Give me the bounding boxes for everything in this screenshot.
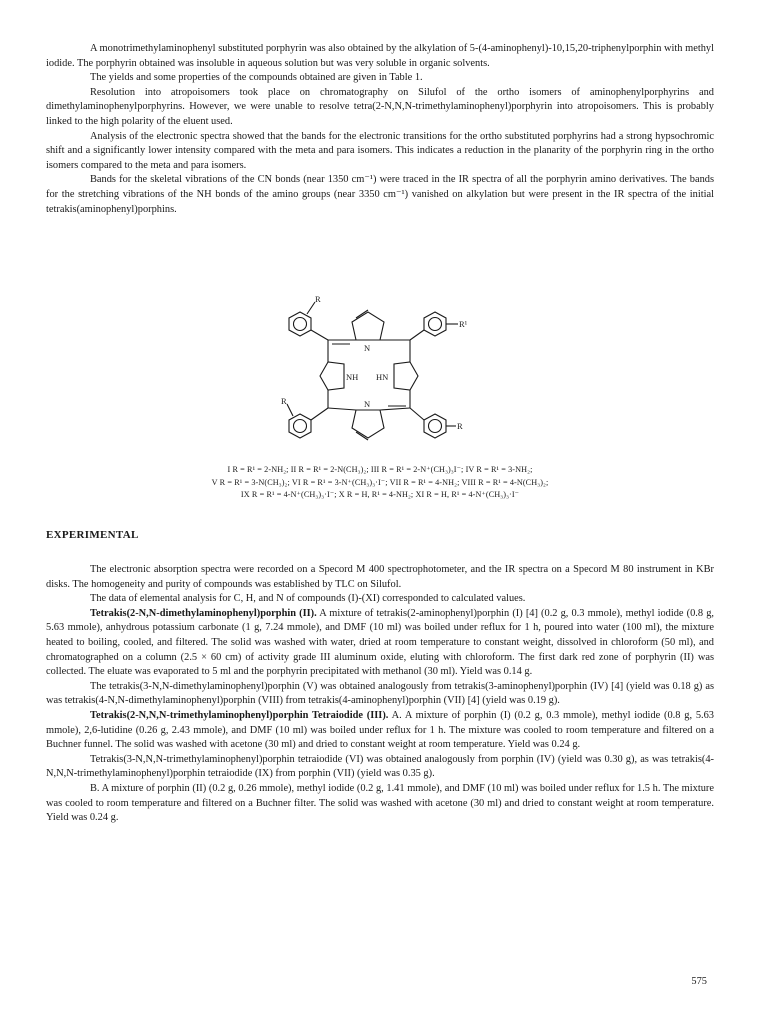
paragraph-text: A mixture of tetrakis(2-aminophenyl)porphin (I) [4] (0.2 g, 0.3 mmole), methyl iodide (0.8 g, 5.63 mmole), anhydrous potassium carbonate (1 g, 7.24 mmole), and DMF (10 ml) was boiled under reflux for 1 h, poured into water (100 ml), the mixture heated to boiling, cooled, and filtered. The solid was washed with water, dried at room temperature to constant weight, dissolved in chloroform (50 ml), and chromatographed on a column (2.5 × 60 cm) of activity grade III aluminum oxide, eluting with chloroform. The first dark red zone of porphyrin (II) was collected. The eluate was evaporated to 5 ml and the porphyrin precipitated with methanol (30 ml). Yield was 0.14 g.	[46, 607, 714, 678]
paragraph	[46, 563, 714, 592]
substituent-r-top-left: R	[315, 296, 321, 304]
page-number: 575	[691, 976, 707, 987]
hn-label: HN	[376, 372, 389, 382]
substituent-r1: R¹	[459, 319, 468, 329]
paragraph: A monotrimethylaminophenyl substituted porphyrin was also obtained by the alkylation of 5-(4-aminophenyl)-10,15,20-triphenylporphin with methyl iodide. The porphyrin obtained was insoluble in aqueous solution but was very soluble in organic solvents.	[46, 43, 714, 69]
figure-caption	[100, 464, 660, 502]
substituent-r-bottom-left: R	[281, 396, 287, 406]
paragraph: The yields and some properties of the compounds obtained are given in Table 1.	[90, 72, 423, 84]
paragraph-text: The tetrakis(3-N,N-dimethylaminophenyl)porphin (V) was obtained analogously from tetrakis(3-aminophenyl)porphin (IV) [4] (yield was 0.18 g) as was tetrakis(4-N,N-dimethylaminophenyl)porphin (VIII) from tetrakis(4-aminophenyl)porphin (VII) [4] (yield was 0.19 g).	[46, 680, 714, 707]
nh-label: NH	[346, 372, 359, 382]
intro-text-block	[46, 42, 714, 217]
nitrogen-label-bottom: N	[364, 399, 371, 409]
paragraph	[46, 607, 714, 680]
paragraph	[46, 782, 714, 826]
porphyrin-structure-figure	[270, 296, 490, 458]
section-heading: EXPERIMENTAL	[46, 529, 139, 541]
compound-title: Tetrakis(2-N,N-dimethylaminophenyl)porphin (II).	[90, 607, 317, 619]
paragraph-text: The electronic absorption spectra were recorded on a Specord M 400 spectrophotometer, and the IR spectra on a Specord M 80 instrument in KBr disks. The homogeneity and purity of compounds was established by TLC on Silufol.	[46, 564, 714, 590]
caption-line: IX R = R¹ = 4-N⁺(CH₃)₃·I⁻; X R = H, R¹ = 4-NH₂; XI R = H, R¹ = 4-N⁺(CH₃)₃·I⁻	[240, 490, 520, 500]
phenyl-ring-top-left	[289, 312, 311, 336]
paragraph	[46, 592, 714, 607]
experimental-heading-block	[46, 528, 714, 542]
experimental-text-block	[46, 563, 714, 826]
paragraph: Bands for the skeletal vibrations of the CN bonds (near 1350 cm⁻¹) were traced in the IR spectra of all the porphyrin amino derivatives. The bands for the stretching vibrations of the NH bonds of the amino groups (near 3350 cm⁻¹) vanished on alkylation but were present in the IR spectra of the initial tetrakis(aminophenyl)porphins.	[46, 174, 714, 215]
phenyl-ring-top-right	[424, 312, 446, 336]
caption-line: V R = R¹ = 3-N(CH₃)₂; VI R = R¹ = 3-N⁺(CH₃)₃·I⁻; VII R = R¹ = 4-NH₂; VIII R = R¹ = 4-N(CH₃)₂;	[211, 477, 549, 487]
phenyl-ring-bottom-right	[424, 414, 446, 438]
phenyl-ring-bottom-left	[289, 414, 311, 438]
substituent-r-bottom-right: R	[457, 421, 463, 431]
pyrrole-ring-left	[320, 362, 344, 390]
paragraph-text: Tetrakis(3-N,N,N-trimethylaminophenyl)porphin tetraiodide (VI) was obtained analogously from porphin (IV) (yield was 0.30 g), as was tetrakis(4-N,N,N-trimethylaminophenyl)porphin tetraiodide (IX) from porphin (VII) (yield was 0.35 g).	[46, 753, 714, 780]
pyrrole-ring-bottom	[352, 410, 384, 438]
paragraph: Analysis of the electronic spectra showed that the bands for the electronic transitions for the ortho substituted porphyrins had a strong hypsochromic shift and a significantly lower intensity compared with the meta and para isomers. This indicates a reduction in the planarity of the porphyrin ring in the ortho isomers compared to the meta and para isomers.	[46, 130, 714, 171]
compound-title: Tetrakis(2-N,N,N-trimethylaminophenyl)porphin Tetraiodide (III).	[90, 709, 389, 721]
paragraph-text: The data of elemental analysis for C, H, and N of compounds (I)-(XI) corresponded to calculated values.	[90, 593, 526, 605]
paragraph	[46, 753, 714, 782]
paragraph-text: A. A mixture of porphin (I) (0.2 g, 0.3 mmole), methyl iodide (0.8 g, 5.63 mmole), 2,6-lutidine (0.26 g, 2.43 mmole), and DMF (10 ml) was boiled under reflux for 1 h. The mixture was cooled to room temperature and filtered on a Buchner funnel. The solid was washed with acetone (30 ml) and dried to constant weight at room temperature. Yield was 0.24 g.	[46, 709, 714, 751]
paragraph: Resolution into atropoisomers took place on chromatography on Silufol of the ortho isomers of aminophenylporphyrins and dimethylaminophenylporphyrins. However, we were unable to resolve tetra(2-N,N,N-trimethylaminophenyl)porphyrin into atropoisomers. This is probably linked to the high polarity of the eluent used.	[46, 86, 714, 127]
pyrrole-ring-top	[352, 312, 384, 340]
paragraph-text: B. A mixture of porphin (II) (0.2 g, 0.26 mmole), methyl iodide (0.2 g, 1.41 mmole), and DMF (10 ml) was boiled under reflux for 1.5 h. The mixture was cooled to room temperature and filtered on a Buchner filter. The solid was washed with acetone (30 ml) and dried to constant weight at room temperature. Yield was 0.24 g.	[46, 782, 714, 824]
pyrrole-ring-right	[394, 362, 418, 390]
nitrogen-label-top: N	[364, 343, 371, 353]
porphyrin-structure-diagram	[270, 296, 490, 458]
paragraph	[46, 680, 714, 709]
paragraph	[46, 709, 714, 753]
caption-line: I R = R¹ = 2-NH₂; II R = R¹ = 2-N(CH₃)₂; III R = R¹ = 2-N⁺(CH₃)₃I⁻; IV R = R¹ = 3-NH₂;	[227, 465, 533, 474]
